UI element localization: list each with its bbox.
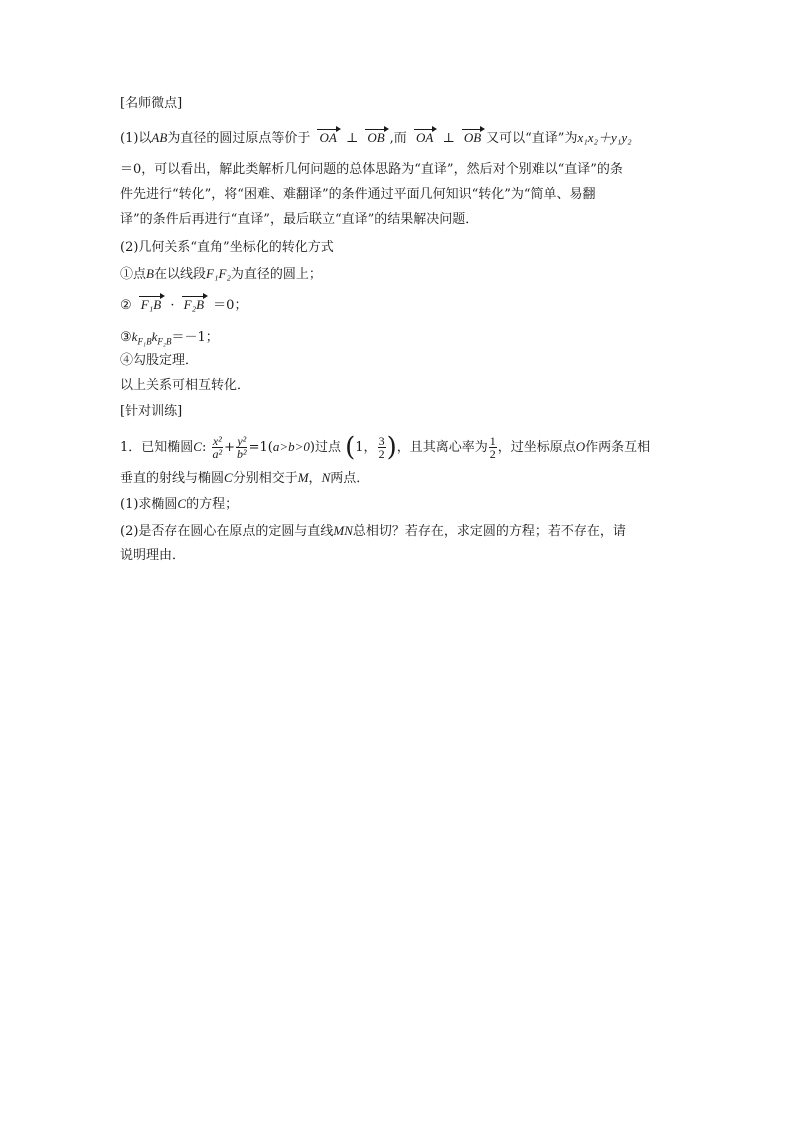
tip-1-line-2: ＝0，可以看出，解此类解析几何问题的总体思路为“直译”，然后对个别难以“直译”的条 bbox=[120, 162, 623, 177]
section-heading-practice: [针对训练] bbox=[120, 404, 183, 419]
tip-2-item-1: ①点B在以线段F₁F₂为直径的圆上； bbox=[120, 266, 322, 282]
fraction-y2-b2: $\frac{\text{y²}}{\text{b²}}$ bbox=[237, 434, 247, 461]
left-paren: ( bbox=[345, 432, 356, 463]
vector-oa: OA bbox=[319, 130, 337, 145]
vector-f1b: F₁B bbox=[140, 297, 162, 312]
question-1-line-1: 1．已知椭圆C: $\frac{\text{x²}}{\text{a²}}$ + $\frac{\text{y²}}{\text{b²}}$ =1(a>b>0)过点 (1， $\frac{3}{2}$ )，且其离心率为 $\frac{1}{2}$ ，过坐标原点O作两条互相 bbox=[120, 432, 651, 463]
fraction-x2-a2: $\frac{\text{x²}}{\text{a²}}$ bbox=[212, 434, 223, 461]
question-1-line-2: 垂直的射线与椭圆C分别相交于M，N两点． bbox=[120, 470, 370, 486]
right-paren: ) bbox=[386, 432, 397, 463]
tip-2-title: (2)几何关系“直角”坐标化的转化方式 bbox=[120, 240, 334, 255]
tip-2-item-3: $③k_{F_1B}k_{F_2B}=-1$； bbox=[120, 329, 219, 347]
tip-1-line-4: 译”的条件后再进行“直译”，最后联立“直译”的结果解决问题． bbox=[120, 212, 479, 227]
vector-ob-2: OB bbox=[463, 130, 482, 145]
vector-ob: OB bbox=[367, 130, 385, 145]
vector-f2b: F₂B bbox=[183, 297, 205, 312]
tip-2-item-2: ② F₁B · F₂B ＝0； bbox=[120, 297, 248, 313]
section-heading-tips: [名师微点] bbox=[120, 96, 183, 111]
question-1-sub-2-line-2: 说明理由． bbox=[120, 548, 186, 563]
tip-1-line-3: 件先进行“转化”，将“困难、难翻译”的条件通过平面几何知识“转化”为“简单、易翻 bbox=[120, 187, 596, 202]
fraction-3-2: $\frac{3}{2}$ bbox=[378, 434, 385, 461]
tip-2-summary: 以上关系可相互转化． bbox=[120, 378, 251, 393]
vector-oa-2: OA bbox=[415, 130, 434, 145]
tip-1-line-1: (1)以AB为直径的圆过原点等价于 OA ⊥ OB ,而 OA ⊥ OB 又可以“直译”为x₁x₂＋y₁y₂ bbox=[120, 130, 632, 146]
question-1-sub-1: (1)求椭圆C的方程； bbox=[120, 496, 239, 512]
question-1-sub-2: (2)是否存在圆心在原点的定圆与直线MN总相切？若存在，求定圆的方程；若不存在，请 bbox=[120, 523, 626, 539]
tip-2-item-4: ④勾股定理． bbox=[120, 353, 199, 368]
fraction-eccentricity: $\frac{1}{2}$ bbox=[489, 434, 496, 461]
